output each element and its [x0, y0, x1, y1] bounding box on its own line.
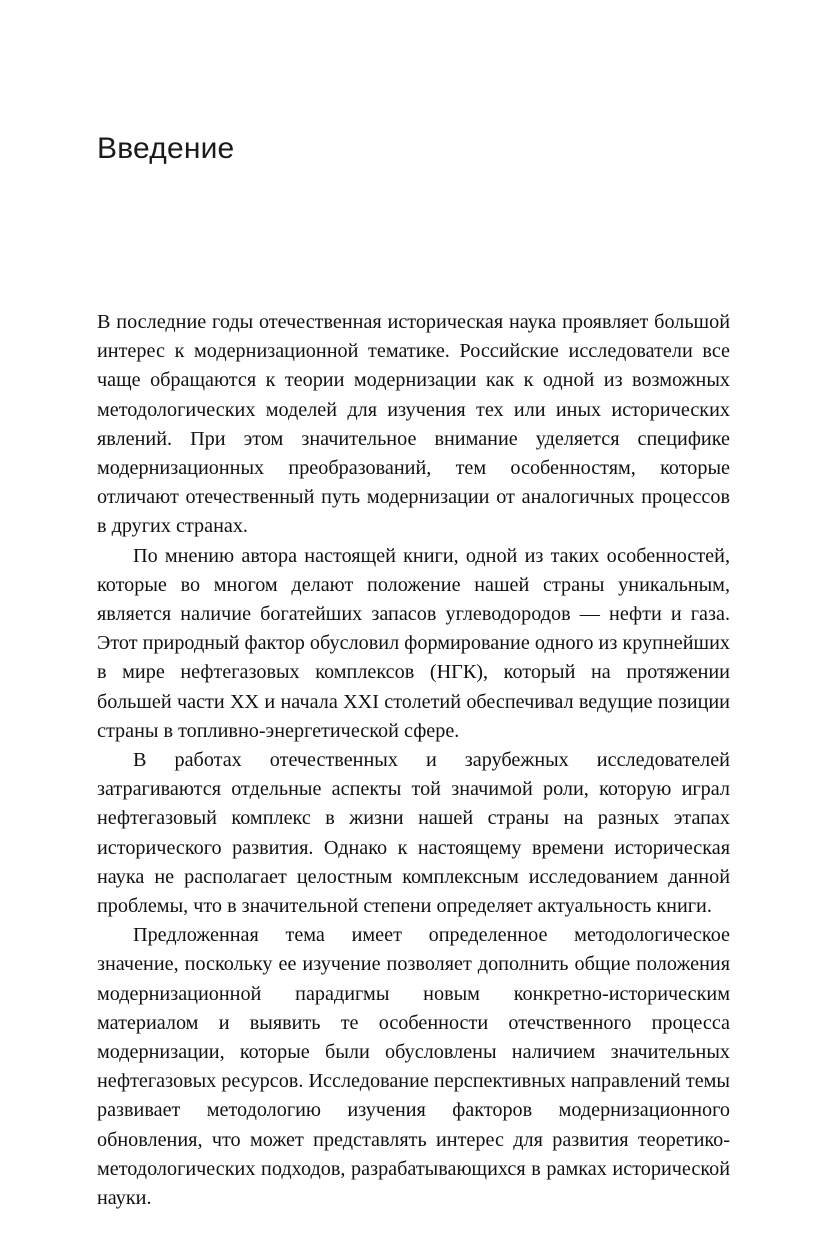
paragraph: В работах отечественных и зарубежных исследователей затрагиваются отдельные аспекты той значимой роли, которую играл нефтегазовый комплекс в жизни нашей страны на разных этапах исторического развития. Однако к настоящему времени историческая наука не располагает целостным комплексным исследованием данной проблемы, что в значительной степени определяет актуальность книги. [97, 749, 730, 918]
paragraph: Предложенная тема имеет определенное методологическое значение, поскольку ее изучение позволяет дополнить общие положения модернизационной парадигмы новым конкретно-историческим материалом и выявить те особенности отечственного процесса модернизации, которые были обусловлены наличием значительных нефтегазовых ресурсов. Исследование перспективных направлений темы развивает методологию изучения факторов модернизационного обновления, что может представлять интерес для развития теоретико-методологических подходов, разрабатывающихся в рамках исторической науки. [97, 924, 730, 1210]
body-text [97, 308, 730, 1213]
page-title: Введение [97, 132, 235, 166]
paragraph: По мнению автора настоящей книги, одной из таких особенностей, которые во многом делают положение нашей страны уникальным, является наличие богатейших запасов углеводородов — нефти и газа. Этот природный фактор обусловил формирование одного из крупнейших в мире нефтегазовых комплексов (НГК), который на протяжении большей части XX и начала XXI столетий обеспечивал ведущие позиции страны в топливно-энергетической сфере. [97, 544, 730, 742]
paragraph: В последние годы отечественная историческая наука проявляет большой интерес к модернизационной тематике. Российские исследователи все чаще обращаются к теории модернизации как к одной из возможных методологических моделей для изучения тех или иных исторических явлений. При этом значительное внимание уделяется специфике модернизационных преобразований, тем особенностям, которые отличают отечественный путь модернизации от аналогичных процессов в других странах. [97, 311, 730, 538]
